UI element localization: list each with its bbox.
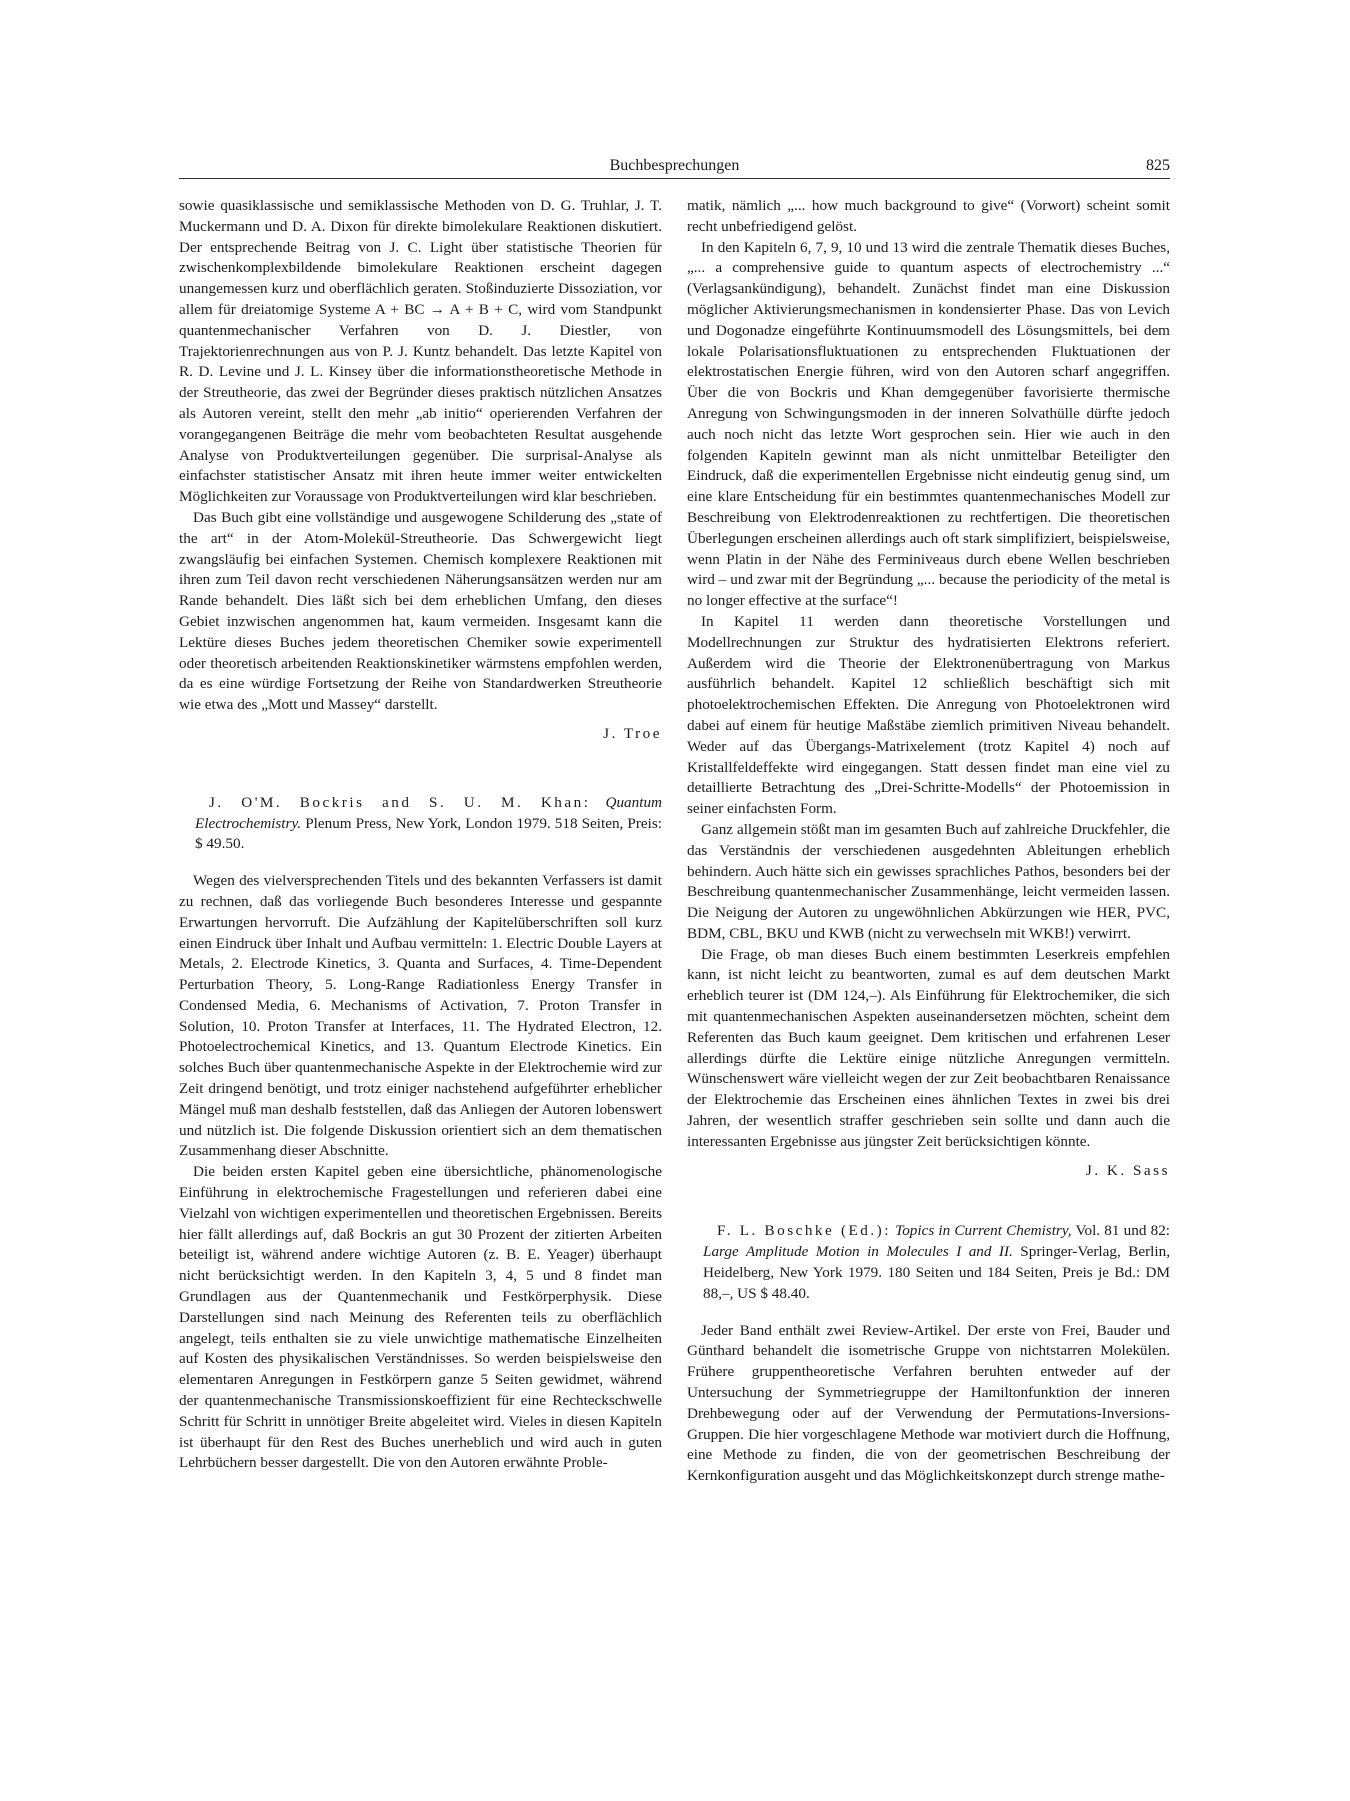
- review-heading: [179, 793, 662, 855]
- paragraph: matik, nämlich „... how much background to give“ (Vorwort) scheint somit recht unbefriedigend gelöst.: [687, 197, 1170, 235]
- section-spacer: [687, 1181, 1170, 1221]
- page-number: 825: [1146, 157, 1170, 174]
- review-authors: F. L. Boschke (Ed.):: [717, 1222, 891, 1240]
- left-column: [179, 196, 662, 1474]
- book-title: Large Amplitude Motion in Molecules I and II.: [703, 1243, 1013, 1261]
- section-spacer: [687, 1305, 1170, 1321]
- reviewer-signature: J. K. Sass: [1085, 1161, 1170, 1179]
- paragraph: Die Frage, ob man dieses Buch einem bestimmten Leserkreis empfehlen kann, ist nicht leicht zu beantworten, zumal es auf dem deutschen Markt erheblich teurer ist (DM 124,–). Als Einführung für Elektrochemiker, die sich mit quantenmechanischen Aspekten auseinandersetzen möchten, scheint dem Referenten das Buch kaum geeignet. Dem kritischen und erfahrenen Leser allerdings dürfte die Lektüre einige nützliche Anregungen vermitteln. Wünschenswert wäre vielleicht wegen der zur Zeit beobachtbaren Renaissance der Elektrochemie das Erscheinen eines ähnlichen Textes in zwei bis drei Jahren, der wesentlich straffer geschrieben sein sollte und dann auch die interessanten Ergebnisse aus jüngster Zeit berücksichtigen könnte.: [687, 945, 1170, 1150]
- book-title: Quantum Electrochemistry.: [195, 793, 663, 832]
- review-heading: [687, 1221, 1170, 1304]
- page-header: [179, 156, 1170, 179]
- paragraph: sowie quasiklassische und semiklassische Methoden von D. G. Truhlar, J. T. Muckermann und D. A. Dixon für direkte bimolekulare Reaktionen diskutiert. Der entsprechende Beitrag von J. C. Light über statistische Theorien für zwischenkomplexbildende bimolekulare Reaktionen erscheint dagegen unangemessen kurz und oberflächlich geraten. Stoßinduzierte Dissoziation, vor allem für dreiatomige Systeme A + BC → A + B + C, wird vom Standpunkt quantenmechanischer Verfahren von D. J. Diestler, von Trajektorienrechnungen aus von P. J. Kuntz behandelt. Das letzte Kapitel von R. D. Levine und J. L. Kinsey über die informationstheoretische Methode in der Streutheorie, das zwei der Begründer dieses praktisch nützlichen Ansatzes als Autoren vereint, stellt den mehr „ab initio“ operierenden Verfahren der vorangegangenen Beiträge die mehr vom beobachteten Resultat ausgehende Analyse von Produktverteilungen gegenüber. Die surprisal-Analyse als einfachster statistischer Ansatz mit ihren heute immer weiter entwickelten Möglichkeiten zur Voraussage von Produktverteilungen wird klar beschrieben.: [179, 197, 662, 506]
- publication-info: Plenum Press, New York, London 1979. 518 Seiten, Preis: $ 49.50.: [195, 814, 662, 853]
- paragraph: Die beiden ersten Kapitel geben eine übersichtliche, phänomenologische Einführung in elektrochemische Fragestellungen und referieren dabei eine Vielzahl von wichtigen experimentellen und theoretischen Ergebnissen. Bereits hier fällt allerdings auf, daß Bockris an gut 30 Prozent der zitierten Arbeiten beteiligt ist, während andere wichtige Autoren (z. B. E. Yeager) überhaupt nicht berücksichtigt werden. In den Kapiteln 3, 4, 5 und 8 findet man Grundlagen aus der Quantenmechanik und Festkörperphysik. Diese Darstellungen sind nach Meinung des Referenten teils zu oberflächlich angelegt, teils enthalten sie zu viele unwichtige mathematische Einzelheiten auf Kosten des physikalischen Verständnisses. So werden beispielsweise den elementaren Anregungen in Festkörpern ganze 5 Seiten gewidmet, während der quantenmechanische Transmissionskoeffizient für eine Rechteckschwelle Schritt für Schritt in unnötiger Breite abgeleitet wird. Vieles in diesen Kapiteln ist überhaupt für den Rest des Buches unerheblich und wird auch in guten Lehrbüchern besser dargestellt. Die von den Autoren erwähnte Proble-: [179, 1163, 662, 1472]
- series-title: Topics in Current Chemistry,: [895, 1222, 1072, 1240]
- right-column: [687, 196, 1170, 1487]
- running-title: Buchbesprechungen: [609, 157, 740, 174]
- publication-info: Springer-Verlag, Berlin, Heidelberg, New York 1979. 180 Seiten und 184 Seiten, Preis je Bd.: DM 88,–, US $ 48.40.: [703, 1243, 1170, 1302]
- paragraph: Wegen des vielversprechenden Titels und des bekannten Verfassers ist damit zu rechnen, daß das vorliegende Buch besonderes Interesse und gespannte Erwartungen hervorruft. Die Aufzählung der Kapitelüberschriften soll kurz einen Eindruck über Inhalt und Aufbau vermitteln: 1. Electric Double Layers at Metals, 2. Electrode Kinetics, 3. Quanta and Surfaces, 4. Time-Dependent Perturbation Theory, 5. Long-Range Radiationless Energy Transfer in Condensed Media, 6. Mechanisms of Activation, 7. Proton Transfer in Solution, 10. Proton Transfer at Interfaces, 11. The Hydrated Electron, 12. Photoelectrochemical Kinetics, and 13. Quantum Electrode Kinetics. Ein solches Buch über quantenmechanische Aspekte in der Elektrochemie wird zur Zeit dringend benötigt, und trotz einiger nachstehend aufgeführter erheblicher Mängel muß man deshalb feststellen, daß das Anliegen der Autoren lobenswert und nützlich ist. Die folgende Diskussion orientiert sich an dem thematischen Zusammenhang dieser Abschnitte.: [179, 872, 662, 1160]
- paragraph: Ganz allgemein stößt man im gesamten Buch auf zahlreiche Druckfehler, die das Verständnis der verschiedenen ausgedehnten Ableitungen erheblich behindern. Auch hätte sich ein gewisses sprachliches Pathos, besonders bei der Beschreibung quantenmechanischer Zusammenhänge, leicht vermeiden lassen. Die Neigung der Autoren zu ungewöhnlichen Abkürzungen wie HER, PVC, BDM, CBL, BKU und KWB (nicht zu verwechseln mit WKB!) verwirrt.: [687, 820, 1170, 942]
- paragraph: Jeder Band enthält zwei Review-Artikel. Der erste von Frei, Bauder und Günthard behandelt die isometrische Gruppe von nichtstarren Molekülen. Frühere gruppentheoretische Verfahren beruhten entweder auf der Untersuchung der Symmetriegruppe der Hamiltonfunktion der inneren Drehbewegung oder auf der Verwendung der Permutations-Inversions-Gruppen. Die hier vorgeschlagene Methode war motiviert durch die Hoffnung, eine Methode zu finden, die von der geometrischen Beschreibung der Kernkonfiguration ausgeht und das Möglichkeitskonzept durch strenge mathe-: [687, 1321, 1170, 1485]
- reviewer-signature: J. Troe: [603, 724, 662, 742]
- section-spacer: [179, 745, 662, 793]
- section-spacer: [179, 855, 662, 871]
- paragraph: Das Buch gibt eine vollständige und ausgewogene Schilderung des „state of the art“ in der Atom-Molekül-Streutheorie. Das Schwergewicht liegt zwangsläufig bei einfachen Systemen. Chemisch komplexere Reaktionen mit ihren zum Teil davon recht verschiedenen Näherungsansätzen werden nur am Rande behandelt. Dies läßt sich bei dem erheblichen Umfang, den dieses Gebiet inzwischen angenommen hat, kaum vermeiden. Insgesamt kann die Lektüre dieses Buches jedem theoretischen Chemiker sowie experimentell oder theoretisch arbeitenden Reaktionskinetiker wärmstens empfohlen werden, da es eine würdige Fortsetzung der Reihe von Standardwerken Streutheorie wie etwa des „Mott und Massey“ darstellt.: [179, 508, 662, 714]
- paragraph: In den Kapiteln 6, 7, 9, 10 und 13 wird die zentrale Thematik dieses Buches, „... a comprehensive guide to quantum aspects of electrochemistry ...“ (Verlagsankündigung), behandelt. Zunächst findet man eine Diskussion möglicher Aktivierungsmechanismen in kondensierter Phase. Das von Levich und Dogonadze eingeführte Kontinuumsmodell des Lösungsmittels, bei dem lokale Polarisationsfluktuationen zu entsprechenden Fluktuationen der elektrostatischen Energie führen, wird von den Autoren scharf angegriffen. Über die von Bockris und Khan demgegenüber favorisierte thermische Anregung von Schwingungsmoden in der inneren Solvathülle dürfte jedoch auch noch nicht das letzte Wort gesprochen sein. Hier wie auch in den folgenden Kapiteln gewinnt man als nicht unmittelbar Beteiligter den Eindruck, daß die experimentellen Ergebnisse nicht eindeutig genug sind, um eine klare Entscheidung für ein bestimmtes quantenmechanisches Modell zur Beschreibung von Elektrodenreaktionen zu rechtfertigen. Die theoretischen Überlegungen erscheinen allerdings auch oft stark simplifiziert, beispielsweise, wenn Platin in der Nähe des Ferminiveaus durch ebene Wellen beschrieben wird – und zwar mit der Begründung „... because the periodicity of the metal is no longer effective at the surface“!: [687, 238, 1170, 610]
- volume-info: Vol. 81 und 82:: [1075, 1222, 1171, 1240]
- review-authors: J. O'M. Bockris and S. U. M. Khan:: [209, 793, 591, 811]
- paragraph: In Kapitel 11 werden dann theoretische Vorstellungen und Modellrechnungen zur Struktur des hydratisierten Elektrons referiert. Außerdem wird die Theorie der Elektronenübertragung von Markus ausführlich behandelt. Kapitel 12 schließlich beschäftigt sich mit photoelektrochemischen Effekten. Die Anregung von Photoelektronen wird dabei auf einem für heutige Maßstäbe ziemlich primitiven Niveau behandelt. Weder auf das Übergangs-Matrixelement (trotz Kapitel 4) noch auf Kristallfeldeffekte wird eingegangen. Statt dessen findet man eine viel zu detaillierte Betrachtung des „Drei-Schritte-Modells“ der Photoemission in seiner einfachsten Form.: [687, 612, 1170, 818]
